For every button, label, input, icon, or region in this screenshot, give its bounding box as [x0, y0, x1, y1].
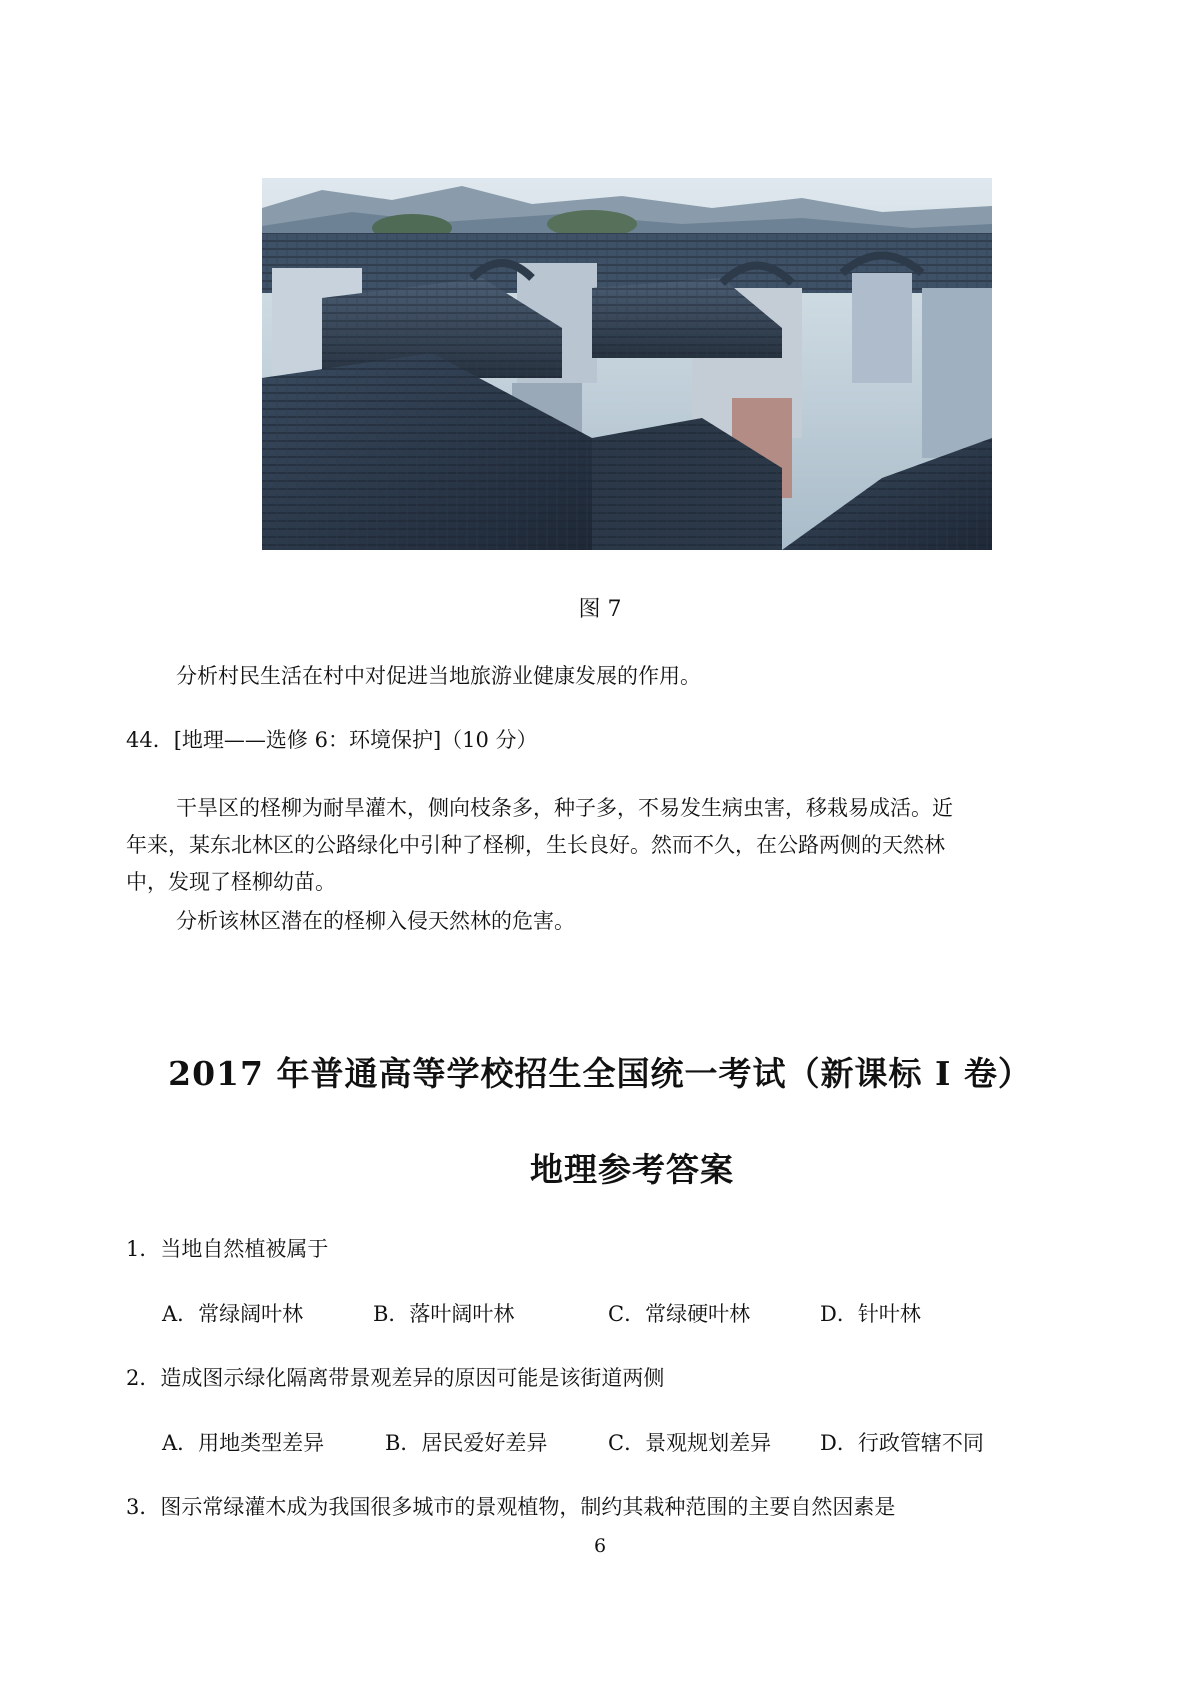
page-number: 6: [593, 1535, 607, 1557]
village-rooftops-photo: [262, 178, 992, 550]
q44-text-line-4: 分析该林区潜在的柽柳入侵天然林的危害。: [176, 909, 575, 933]
question-2-option-c: C．景观规划差异: [608, 1431, 772, 1455]
q44-text-line-1: 干旱区的柽柳为耐旱灌木，侧向枝条多，种子多，不易发生病虫害，移栽易成活。近: [176, 796, 953, 820]
question-1-option-d: D．针叶林: [820, 1302, 921, 1326]
answer-section-subtitle: 地理参考答案: [530, 1150, 734, 1189]
paragraph-villagers-question: 分析村民生活在村中对促进当地旅游业健康发展的作用。: [176, 664, 701, 688]
question-2-option-d: D．行政管辖不同: [820, 1431, 984, 1455]
question-2-option-a: A．用地类型差异: [162, 1431, 325, 1455]
question-2-stem: 2．造成图示绿化隔离带景观差异的原因可能是该街道两侧: [126, 1366, 665, 1390]
question-44-heading: 44．[地理——选修 6：环境保护]（10 分）: [126, 728, 538, 752]
question-2-option-b: B．居民爱好差异: [385, 1431, 548, 1455]
question-1-option-c: C．常绿硬叶林: [608, 1302, 751, 1326]
q44-text-line-3: 中，发现了柽柳幼苗。: [126, 870, 336, 894]
figure-caption: 图 7: [578, 597, 622, 622]
q44-text-line-2: 年来，某东北林区的公路绿化中引种了柽柳，生长良好。然而不久，在公路两侧的天然林: [126, 833, 945, 857]
question-1-option-a: A．常绿阔叶林: [162, 1302, 304, 1326]
question-3-stem: 3．图示常绿灌木成为我国很多城市的景观植物，制约其栽种范围的主要自然因素是: [126, 1495, 896, 1519]
question-2-options: [0, 1427, 1200, 1457]
answer-section-title: 2017 年普通高等学校招生全国统一考试（新课标 I 卷）: [168, 1054, 1032, 1093]
question-1-stem: 1．当地自然植被属于: [126, 1237, 329, 1261]
question-1-option-b: B．落叶阔叶林: [373, 1302, 515, 1326]
question-1-options: [0, 1298, 1200, 1328]
